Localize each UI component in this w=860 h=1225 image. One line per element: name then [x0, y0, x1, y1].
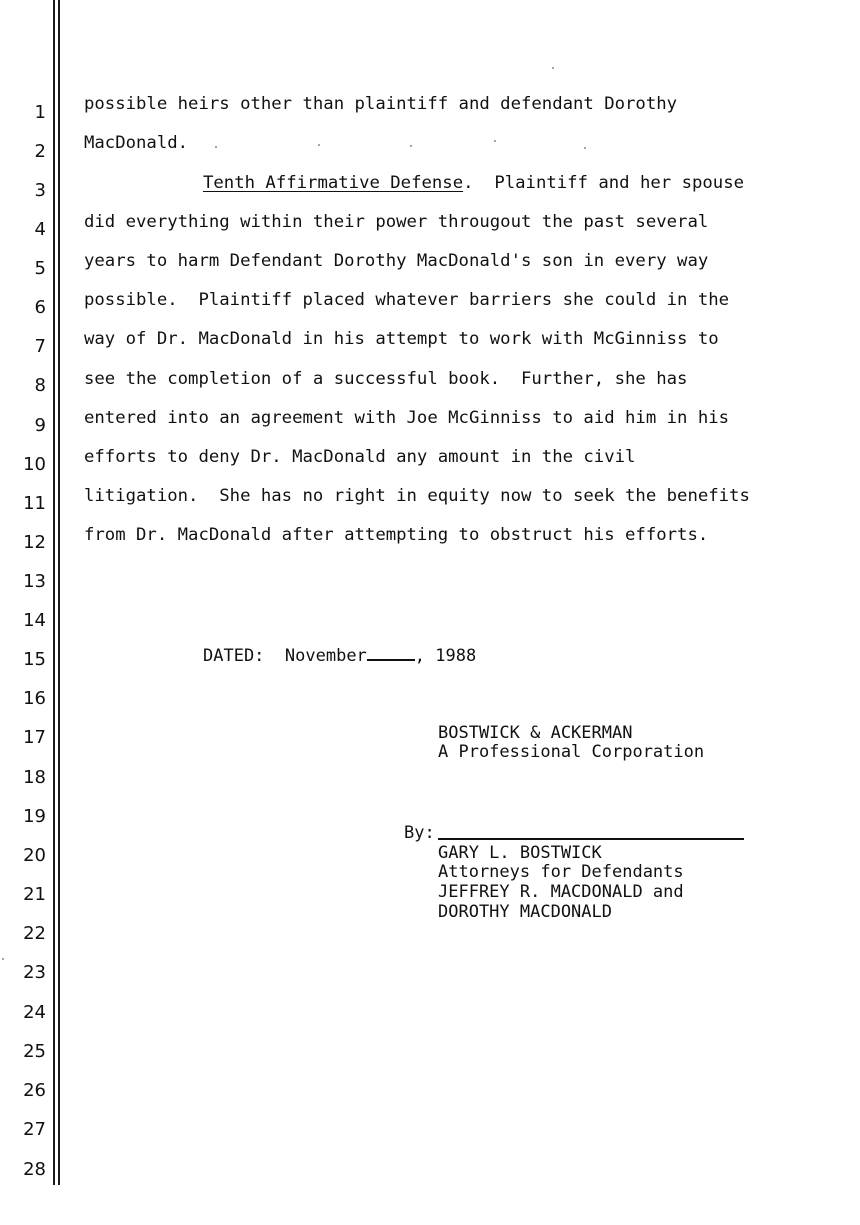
scan-speck	[552, 67, 554, 69]
line-number: 17	[23, 727, 46, 748]
line-number: 5	[34, 258, 46, 279]
line-number: 10	[23, 454, 46, 475]
by-label: By:	[404, 823, 435, 843]
line-number: 8	[34, 375, 46, 396]
line-number: 21	[23, 884, 46, 905]
scan-speck	[2, 958, 4, 960]
body-line-3-rest: . Plaintiff and her spouse	[463, 173, 745, 193]
line-number: 19	[23, 806, 46, 827]
client-line-1: JEFFREY R. MACDONALD and	[438, 882, 684, 902]
scan-speck	[584, 147, 586, 149]
dated-month: November	[284, 646, 367, 666]
line-number: 14	[23, 610, 46, 631]
line-number: 22	[23, 923, 46, 944]
body-line-6: possible. Plaintiff placed whatever barriers she could in the	[84, 290, 730, 310]
line-number: 24	[23, 1002, 46, 1023]
line-number: 7	[34, 336, 46, 357]
line-number: 16	[23, 688, 46, 709]
section-heading: Tenth Affirmative Defense	[203, 173, 464, 193]
dated-line	[203, 645, 476, 666]
line-number: 25	[23, 1041, 46, 1062]
line-number: 11	[23, 493, 46, 514]
line-number: 12	[23, 532, 46, 553]
line-number: 1	[34, 102, 46, 123]
line-number: 27	[23, 1119, 46, 1140]
line-number: 9	[34, 415, 46, 436]
body-line-8: see the completion of a successful book. Further, she has	[84, 369, 688, 389]
line-number: 18	[23, 767, 46, 788]
body-line-9: entered into an agreement with Joe McGinniss to aid him in his	[84, 408, 730, 428]
signature-line	[438, 838, 744, 840]
line-number: 6	[34, 297, 46, 318]
left-margin-rule-inner	[58, 0, 60, 1185]
scan-speck	[410, 145, 412, 147]
scan-speck	[494, 140, 496, 142]
line-number: 28	[23, 1159, 46, 1180]
dated-year: , 1988	[414, 646, 477, 666]
body-line-11: litigation. She has no right in equity now to seek the benefits	[84, 486, 750, 506]
left-margin-rule	[53, 0, 55, 1185]
line-number: 3	[34, 180, 46, 201]
body-line-7: way of Dr. MacDonald in his attempt to work with McGinniss to	[84, 329, 719, 349]
line-number: 2	[34, 141, 46, 162]
line-number: 26	[23, 1080, 46, 1101]
body-line-12: from Dr. MacDonald after attempting to obstruct his efforts.	[84, 525, 709, 545]
attorney-name: GARY L. BOSTWICK	[438, 843, 602, 863]
body-line-3	[203, 173, 860, 193]
line-number: 13	[23, 571, 46, 592]
body-line-2: MacDonald.	[84, 133, 189, 153]
scan-speck	[215, 146, 217, 148]
line-number: 23	[23, 962, 46, 983]
body-line-5: years to harm Defendant Dorothy MacDonald's son in every way	[84, 251, 709, 271]
line-number: 4	[34, 219, 46, 240]
body-line-1: possible heirs other than plaintiff and defendant Dorothy	[84, 94, 678, 114]
client-line-2: DOROTHY MACDONALD	[438, 902, 612, 922]
firm-type: A Professional Corporation	[438, 742, 705, 762]
body-line-4: did everything within their power througout the past several	[84, 212, 709, 232]
dated-label: DATED:	[203, 646, 265, 666]
attorney-role: Attorneys for Defendants	[438, 862, 684, 882]
line-number: 20	[23, 845, 46, 866]
scan-speck	[318, 144, 320, 146]
body-line-10: efforts to deny Dr. MacDonald any amount in the civil	[84, 447, 636, 467]
date-blank	[367, 645, 415, 661]
line-number: 15	[23, 649, 46, 670]
firm-name: BOSTWICK & ACKERMAN	[438, 723, 633, 743]
